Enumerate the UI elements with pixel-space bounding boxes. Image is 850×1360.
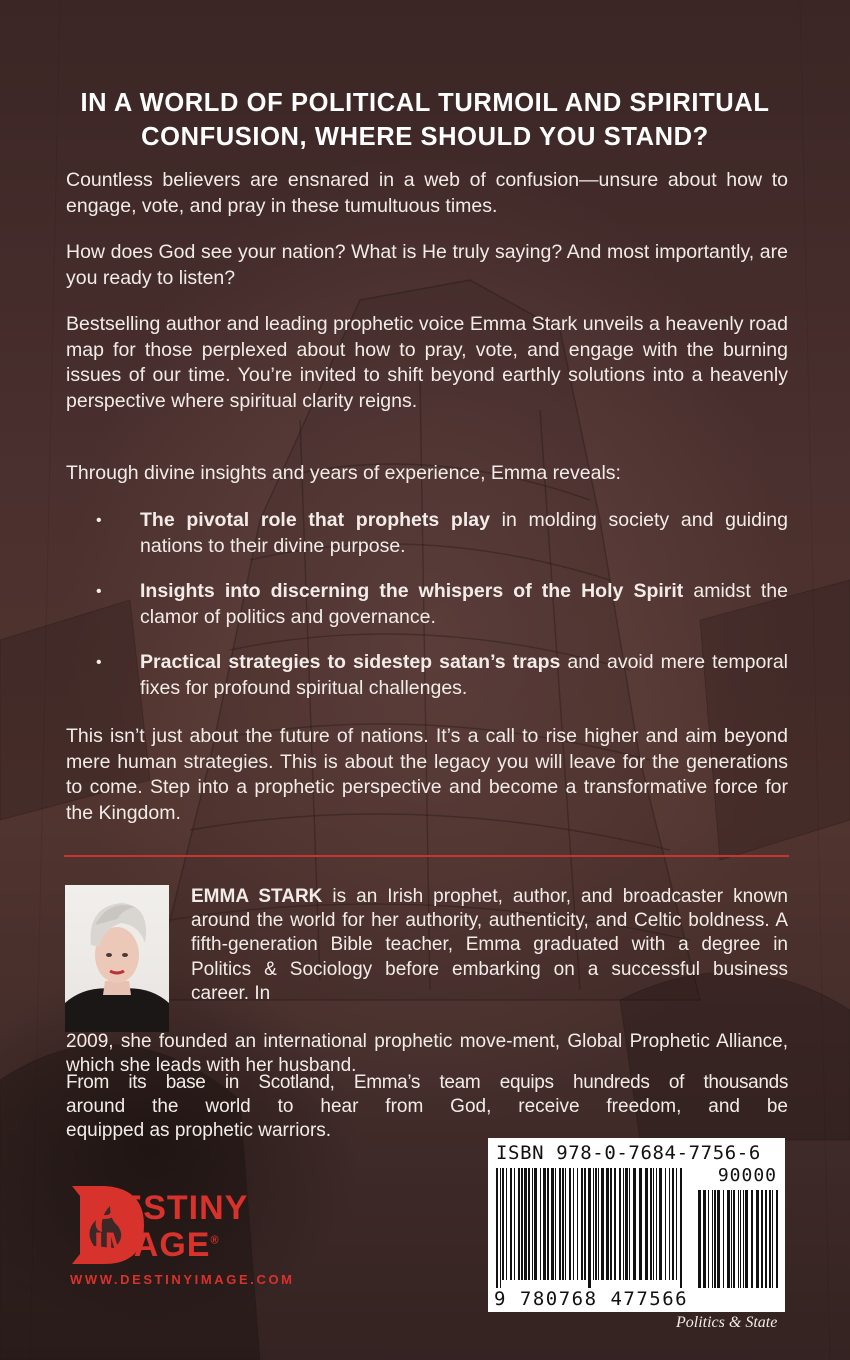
bullet-bold-text: The pivotal role that prophets play (140, 509, 490, 531)
bullet-dot-icon: • (96, 583, 102, 600)
publisher-name-line1: DESTINY (94, 1189, 249, 1227)
red-divider (64, 855, 789, 857)
registered-mark: ® (210, 1234, 220, 1247)
author-bio-line: around the world to hear from God, receive freedom, and be (66, 1096, 788, 1117)
isbn-barcode (488, 1138, 785, 1312)
bullet-text: and avoid mere temporal fixes for profound spiritual challenges. (140, 651, 788, 699)
book-category: Politics & State (676, 1314, 778, 1331)
bullet-list (66, 508, 788, 701)
list-item (66, 650, 788, 701)
author-bio-line: 2009, she founded an international prophetic move-ment, Global Prophetic Alliance, which she leads with her husband. (66, 1031, 788, 1077)
ean-barcode-bars (496, 1168, 684, 1288)
question-paragraph: How does God see your nation? What is He truly saying? And most importantly, are you ready to listen? (66, 241, 788, 289)
list-item (66, 508, 788, 559)
ean-number: 9 780768 477566 (494, 1288, 689, 1310)
author-bio-text: is an Irish prophet, author, and broadcaster known around the world for her authority, authenticity, and Celtic boldness. A fifth-generation Bible teacher, Emma graduated with a degree in Politics & Sociology before embarking on a successful business career. In (191, 886, 788, 1004)
author-bio-line: From its base in Scotland, Emma’s team equips hundreds of thousands (66, 1072, 788, 1093)
author-name: EMMA STARK (191, 886, 323, 907)
reveals-paragraph: Through divine insights and years of experience, Emma reveals: (66, 462, 621, 484)
bullet-dot-icon: • (96, 654, 102, 671)
publisher-name-image: IMAGE (94, 1226, 211, 1264)
headline: IN A WORLD OF POLITICAL TURMOIL AND SPIRITUAL CONFUSION, WHERE SHOULD YOU STAND? (80, 89, 770, 151)
bullet-bold-text: Insights into discerning the whispers of the Holy Spirit (140, 580, 684, 602)
publisher-name-line2 (94, 1226, 220, 1265)
addon-barcode-bars (698, 1190, 778, 1288)
bullet-bold-text: Practical strategies to sidestep satan’s traps (140, 651, 561, 673)
author-portrait-icon (65, 885, 169, 1032)
intro-paragraph: Countless believers are ensnared in a web of confusion—unsure about how to engage, vote, and pray in these tumultuous times. (66, 169, 788, 217)
list-item (66, 579, 788, 630)
bullet-text: in molding society and guiding nations to their divine purpose. (140, 509, 788, 557)
price-code: 90000 (717, 1165, 777, 1186)
closing-paragraph: This isn’t just about the future of nations. It’s a call to rise higher and aim beyond mere human strategies. This is about the legacy you will leave for the generations to come. Step into a prophetic perspective and become a transformative force for the Kingdom. (66, 725, 788, 824)
author-bio-line: equipped as prophetic warriors. (66, 1120, 332, 1141)
isbn-number: ISBN 978-0-7684-7756-6 (496, 1142, 761, 1164)
bullet-dot-icon: • (96, 512, 102, 529)
author-photo (65, 885, 169, 1032)
publisher-url: WWW.DESTINYIMAGE.COM (70, 1272, 295, 1287)
description-paragraph: Bestselling author and leading prophetic voice Emma Stark unveils a heavenly road map for those perplexed about how to pray, vote, and engage with the burning issues of our time. You’re invited to shift beyond earthly solutions into a heavenly perspective where spiritual clarity reigns. (66, 313, 788, 412)
bullet-text: amidst the clamor of politics and governance. (140, 580, 788, 628)
author-bio (191, 885, 788, 1006)
